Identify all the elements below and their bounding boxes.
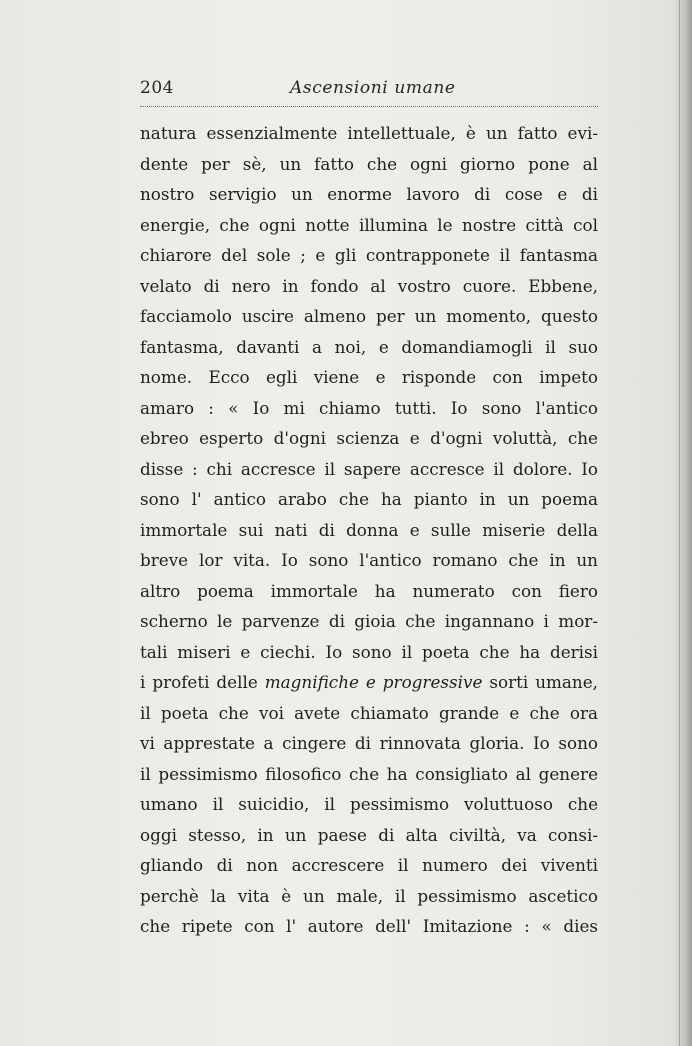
text-line: chiarore del sole ; e gli contrapponete il fantasma [140, 245, 598, 265]
text-line: nome. Ecco egli viene e risponde con impeto [140, 367, 598, 387]
text-line: vi apprestate a cingere di rinnovata gloria. Io sono [140, 733, 598, 753]
text-line: gliando di non accrescere il numero dei viventi [140, 855, 598, 875]
text-line: ebreo esperto d'ogni scienza e d'ogni voluttà, che [140, 428, 598, 448]
text-line: il pessimismo filosofico che ha consigliato al genere [140, 763, 598, 784]
page-binding-shadow [674, 0, 692, 1046]
text-segment: sorti umane, [482, 672, 598, 692]
text-segment: i profeti delle [140, 672, 265, 692]
text-line: amaro : « Io mi chiamo tutti. Io sono l'antico [140, 397, 598, 418]
header-rule [140, 106, 598, 107]
text-line: sono l' antico arabo che ha pianto in un poema [140, 489, 598, 509]
text-line: tali miseri e ciechi. Io sono il poeta che ha derisi [140, 641, 598, 662]
italic-phrase: magnifiche e progressive [264, 672, 483, 692]
text-line: perchè la vita è un male, il pessimismo ascetico [140, 885, 598, 906]
page-number: 204 [140, 78, 174, 98]
text-line: umano il suicidio, il pessimismo voluttuoso che [140, 794, 598, 814]
body-text [140, 118, 598, 942]
text-line: breve lor vita. Io sono l'antico romano che in un [140, 550, 598, 570]
text-line: il poeta che voi avete chiamato grande e che ora [140, 702, 598, 723]
text-line: altro poema immortale ha numerato con fiero [140, 580, 598, 601]
text-line: scherno le parvenze di gioia che ingannano i mor- [140, 611, 598, 631]
text-line: energie, che ogni notte illumina le nostre città col [140, 214, 598, 235]
text-line: natura essenzialmente intellettuale, è un fatto evi- [140, 123, 598, 143]
text-line: fantasma, davanti a noi, e domandiamogli il suo [140, 336, 598, 357]
text-line: nostro servigio un enorme lavoro di cose e di [140, 184, 598, 204]
text-line: disse : chi accresce il sapere accresce il dolore. Io [140, 458, 598, 479]
text-line: che ripete con l' autore dell' Imitazione : « dies [140, 916, 598, 936]
text-line: dente per sè, un fatto che ogni giorno pone al [140, 153, 598, 174]
text-line: facciamolo uscire almeno per un momento, questo [140, 306, 598, 326]
text-line: immortale sui nati di donna e sulle miserie della [140, 519, 598, 540]
text-line: velato di nero in fondo al vostro cuore. Ebbene, [140, 275, 598, 296]
text-line-with-italic [140, 667, 598, 698]
running-title: Ascensioni umane [290, 78, 456, 98]
text-line: oggi stesso, in un paese di alta civiltà, va consi- [140, 824, 598, 845]
page-edge [679, 0, 680, 1046]
running-head [140, 78, 598, 102]
